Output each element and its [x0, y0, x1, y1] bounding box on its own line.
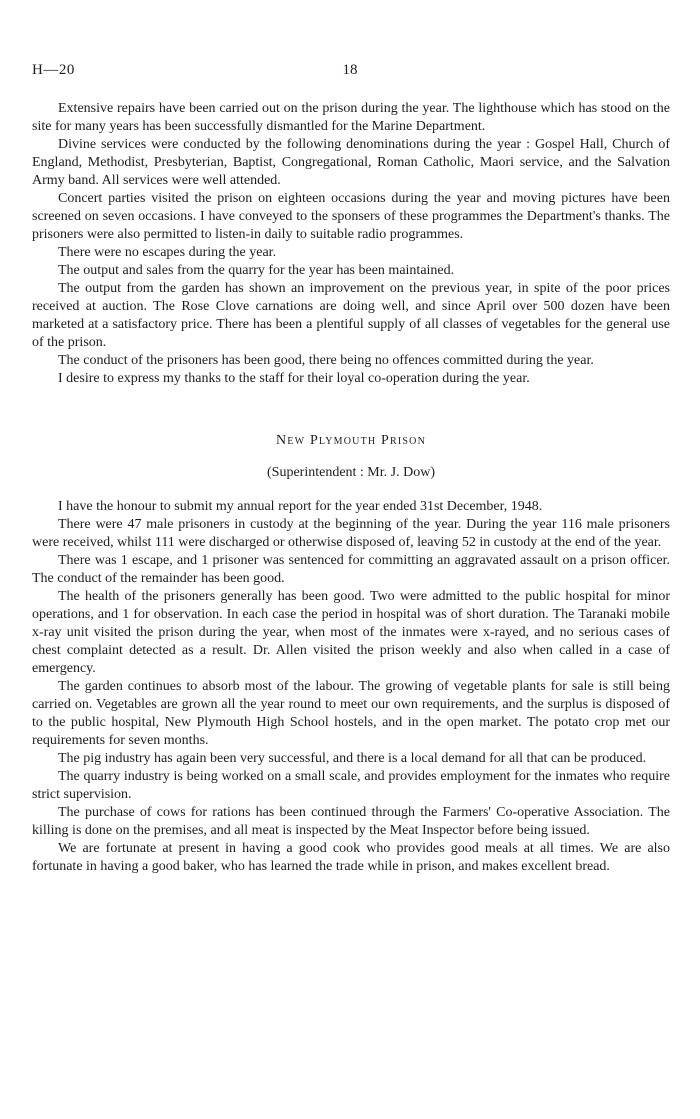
section-title: New Plymouth Prison	[275, 433, 427, 448]
paragraph: There was 1 escape, and 1 prisoner was sentenced for committing an aggravated assault on a prison officer. The conduct of the remainder has been good.	[32, 553, 670, 586]
page-header	[32, 62, 668, 82]
paragraph: The quarry industry is being worked on a small scale, and provides employment for the inmates who require strict supervision.	[32, 769, 670, 802]
paragraph: The purchase of cows for rations has been continued through the Farmers' Co-operative Association. The killing is done on the premises, and all meat is inspected by the Meat Inspector before being issued.	[32, 805, 670, 838]
paragraph: The pig industry has again been very successful, and there is a local demand for all that can be produced.	[58, 751, 647, 766]
document-reference: H—20	[32, 62, 75, 78]
paragraph: There were no escapes during the year.	[58, 245, 277, 260]
section-two	[32, 432, 670, 876]
paragraph: The output from the garden has shown an improvement on the previous year, in spite of the poor prices received at auction. The Rose Clove carnations are doing well, and since April over 500 dozen have been marketed at a satisfactory price. There has been a plentiful supply of all classes of vegetables for the general use of the prison.	[32, 281, 670, 350]
paragraph: There were 47 male prisoners in custody at the beginning of the year. During the year 116 male prisoners were received, whilst 111 were discharged or otherwise disposed of, leaving 52 in custody at the end of the year.	[32, 517, 670, 550]
paragraph: We are fortunate at present in having a good cook who provides good meals at all times. We are also fortunate in having a good baker, who has learned the trade while in prison, and makes excellent bread.	[32, 841, 670, 874]
paragraph: The output and sales from the quarry for the year has been maintained.	[58, 263, 455, 278]
paragraph: Concert parties visited the prison on eighteen occasions during the year and moving pictures have been screened on seven occasions. I have conveyed to the sponsers of these programmes the Department's thanks. The prisoners were also permitted to listen-in daily to suitable radio programmes.	[32, 191, 670, 242]
paragraph: I desire to express my thanks to the staff for their loyal co-operation during the year.	[58, 371, 530, 386]
paragraph: The garden continues to absorb most of the labour. The growing of vegetable plants for sale is still being carried on. Vegetables are grown all the year round to meet our own requirements, and the surplus is disposed of to the public hospital, New Plymouth High School hostels, and in the open market. The potato crop met our requirements for seven months.	[32, 679, 670, 748]
section-subtitle: (Superintendent : Mr. J. Dow)	[267, 465, 435, 480]
paragraph: Divine services were conducted by the following denominations during the year : Gospel Hall, Church of England, Methodist, Presbyterian, Baptist, Congregational, Roman Catholic, Maori service, and the Salvation Army band. All services were well attended.	[32, 137, 670, 188]
document-body	[32, 100, 670, 876]
section-one	[32, 100, 670, 388]
paragraph: The health of the prisoners generally has been good. Two were admitted to the public hospital for minor operations, and 1 for observation. In each case the period in hospital was of short duration. The Taranaki mobile x-ray unit visited the prison during the year, when most of the inmates were x-rayed, and no serious cases of chest complaint detected as a result. Dr. Allen visited the prison weekly and also when called in a case of emergency.	[32, 589, 670, 676]
paragraph: I have the honour to submit my annual report for the year ended 31st December, 1948.	[58, 499, 543, 514]
paragraph: The conduct of the prisoners has been good, there being no offences committed during the year.	[58, 353, 594, 368]
page-number: 18	[342, 62, 358, 78]
paragraph: Extensive repairs have been carried out on the prison during the year. The lighthouse which has stood on the site for many years has been successfully dismantled for the Marine Department.	[32, 101, 670, 134]
